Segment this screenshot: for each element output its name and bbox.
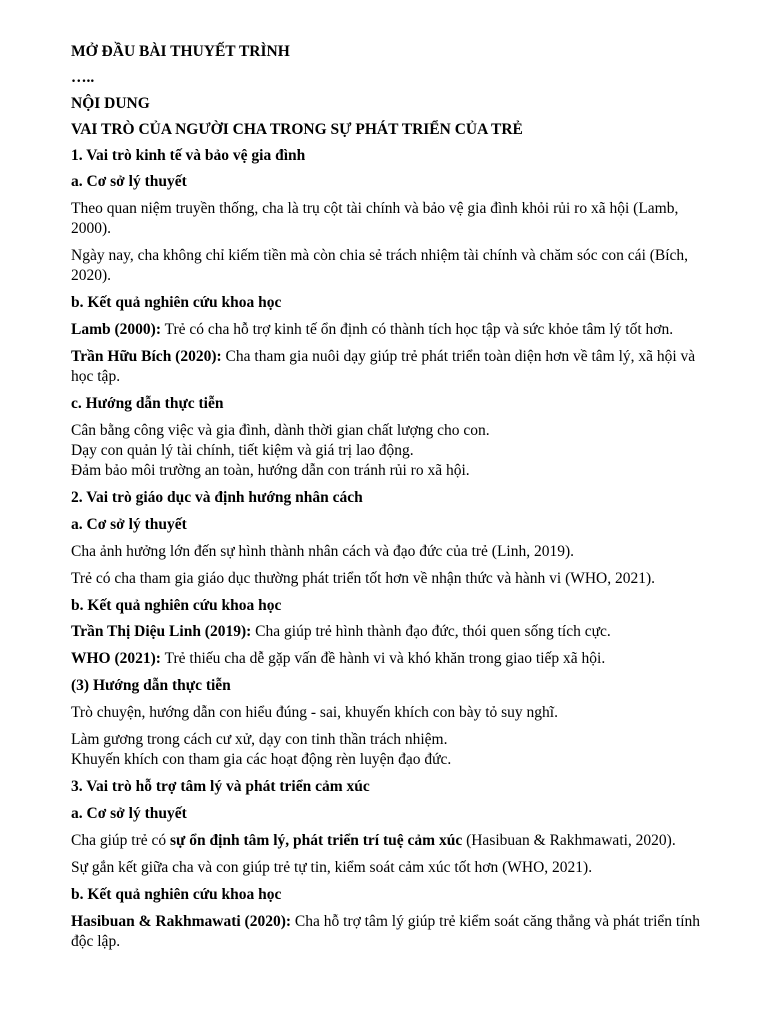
main-title: VAI TRÒ CỦA NGƯỜI CHA TRONG SỰ PHÁT TRIỂN CỦA TRẺ	[71, 121, 523, 138]
section-2-title: 2. Vai trò giáo dục và định hướng nhân cách	[71, 489, 363, 506]
section-1c-line-2: Dạy con quản lý tài chính, tiết kiệm và giá trị lao động.	[71, 442, 414, 459]
citation-text: Trẻ thiếu cha dễ gặp vấn đề hành vi và khó khăn trong giao tiếp xã hội.	[160, 650, 606, 667]
opening-heading: MỞ ĐẦU BÀI THUYẾT TRÌNH	[71, 43, 290, 60]
citation-label: Lamb (2000):	[71, 321, 161, 338]
section-2c-paragraph-1: Trò chuyện, hướng dẫn con hiểu đúng - sai, khuyến khích con bày tỏ suy nghĩ.	[71, 704, 558, 721]
section-1c-heading: c. Hướng dẫn thực tiễn	[71, 395, 224, 412]
section-3a-paragraph-1	[71, 831, 701, 851]
emphasis-text: sự ổn định tâm lý, phát triển trí tuệ cảm xúc	[170, 832, 463, 849]
citation-text: Cha giúp trẻ hình thành đạo đức, thói quen sống tích cực.	[251, 623, 611, 640]
paragraph-text: (Hasibuan & Rakhmawati, 2020).	[462, 832, 676, 849]
content-heading: NỘI DUNG	[71, 95, 150, 112]
citation-text: Trẻ có cha hỗ trợ kinh tế ổn định có thành tích học tập và sức khỏe tâm lý tốt hơn.	[160, 321, 674, 338]
section-2b-paragraph-2	[71, 649, 701, 669]
section-2a-paragraph-2: Trẻ có cha tham gia giáo dục thường phát triển tốt hơn về nhận thức và hành vi (WHO, 2021).	[71, 570, 656, 587]
citation-label: Trần Hữu Bích (2020):	[71, 348, 222, 365]
section-2b-heading: b. Kết quả nghiên cứu khoa học	[71, 597, 282, 614]
section-3a-heading: a. Cơ sở lý thuyết	[71, 805, 187, 822]
section-1c-line-1: Cân bằng công việc và gia đình, dành thời gian chất lượng cho con.	[71, 422, 490, 439]
citation-label: Hasibuan & Rakhmawati (2020):	[71, 913, 292, 930]
section-2a-paragraph-1: Cha ảnh hưởng lớn đến sự hình thành nhân cách và đạo đức của trẻ (Linh, 2019).	[71, 543, 575, 560]
citation-text: Cha tham gia nuôi dạy giúp trẻ phát triển toàn diện hơn về tâm lý, xã hội và học tập.	[71, 348, 696, 385]
citation-label: WHO (2021):	[71, 650, 161, 667]
section-3b-paragraph-1	[71, 912, 701, 952]
section-1a-heading: a. Cơ sở lý thuyết	[71, 173, 187, 190]
section-1b-heading: b. Kết quả nghiên cứu khoa học	[71, 294, 282, 311]
section-2c-line-1: Làm gương trong cách cư xử, dạy con tinh thần trách nhiệm.	[71, 731, 448, 748]
section-2b-paragraph-1	[71, 622, 701, 642]
document-page	[71, 42, 701, 952]
section-1c-line-3: Đảm bảo môi trường an toàn, hướng dẫn con tránh rủi ro xã hội.	[71, 462, 470, 479]
section-3-title: 3. Vai trò hỗ trợ tâm lý và phát triển cảm xúc	[71, 778, 370, 795]
ellipsis-line: …..	[71, 69, 95, 86]
citation-text: Cha hỗ trợ tâm lý giúp trẻ kiểm soát căng thẳng và phát triển tính độc lập.	[71, 913, 700, 950]
section-1a-paragraph-2: Ngày nay, cha không chỉ kiếm tiền mà còn chia sẻ trách nhiệm tài chính và chăm sóc con cái (Bích, 2020).	[71, 247, 689, 284]
section-3a-paragraph-2: Sự gắn kết giữa cha và con giúp trẻ tự tin, kiểm soát cảm xúc tốt hơn (WHO, 2021).	[71, 859, 593, 876]
section-2c-heading: (3) Hướng dẫn thực tiễn	[71, 677, 231, 694]
section-2c-line-2: Khuyến khích con tham gia các hoạt động rèn luyện đạo đức.	[71, 751, 452, 768]
section-1b-paragraph-1	[71, 320, 701, 340]
section-2a-heading: a. Cơ sở lý thuyết	[71, 516, 187, 533]
citation-label: Trần Thị Diệu Linh (2019):	[71, 623, 252, 640]
section-1b-paragraph-2	[71, 347, 701, 387]
paragraph-text: Cha giúp trẻ có	[71, 832, 171, 849]
section-1a-paragraph-1: Theo quan niệm truyền thống, cha là trụ cột tài chính và bảo vệ gia đình khỏi rủi ro xã hội (Lamb, 2000).	[71, 200, 679, 237]
section-1-title: 1. Vai trò kinh tế và bảo vệ gia đình	[71, 147, 306, 164]
section-3b-heading: b. Kết quả nghiên cứu khoa học	[71, 886, 282, 903]
